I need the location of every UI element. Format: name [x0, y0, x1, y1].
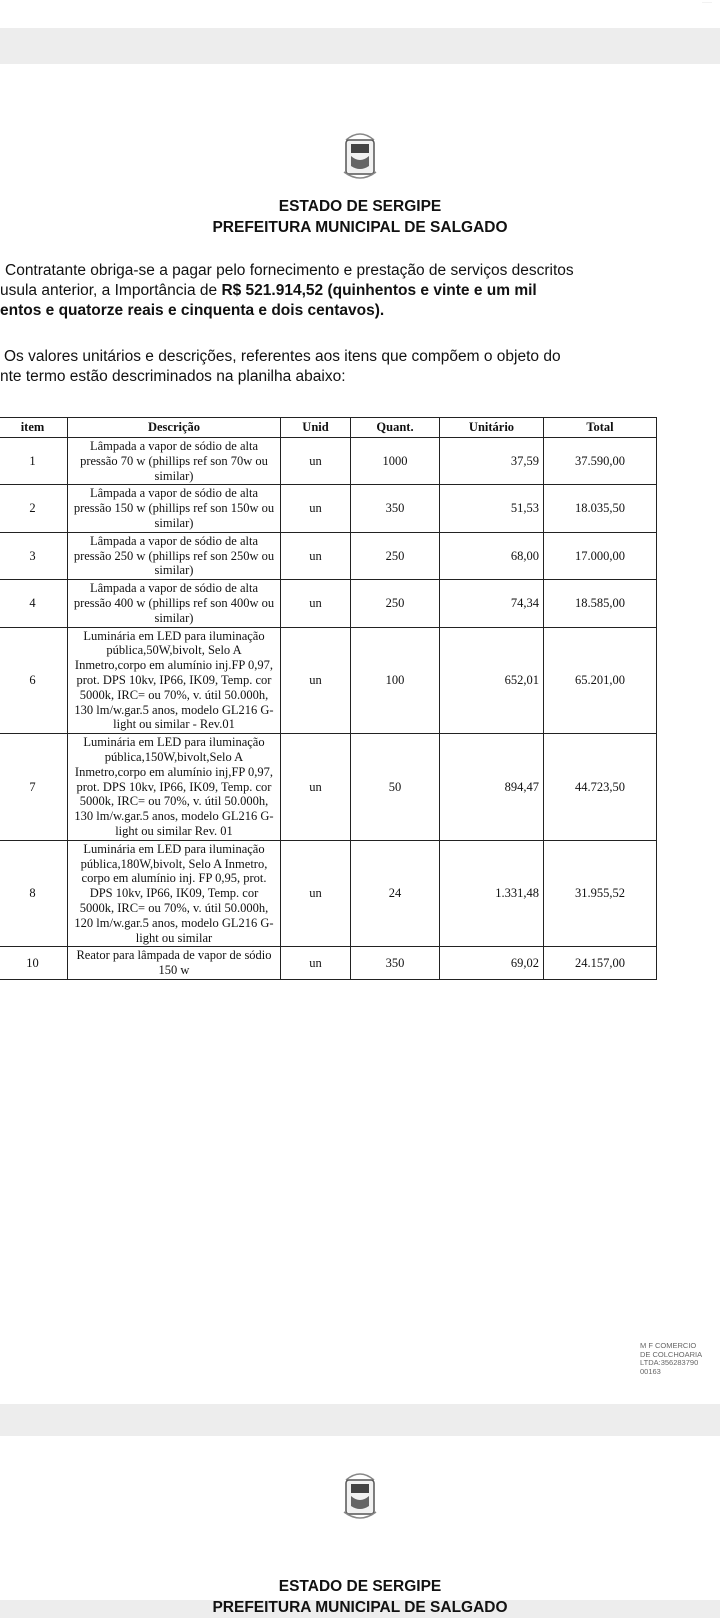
stamp-line: LTDA:356283790	[640, 1358, 699, 1367]
table-row	[0, 627, 657, 734]
clause-line-2-text: usula anterior, a Importância de	[0, 282, 222, 299]
items-table	[0, 417, 657, 980]
cell-total: 18.035,50	[544, 485, 657, 532]
next-header-state: ESTADO DE SERGIPE	[278, 1578, 442, 1595]
header-unit: Unid	[281, 418, 351, 438]
page-edge-mark: ·····	[702, 0, 712, 6]
cell-quantity: 50	[351, 734, 440, 841]
cell-item: 7	[0, 734, 68, 841]
cell-total: 31.955,52	[544, 840, 657, 947]
cell-item: 10	[0, 947, 68, 980]
cell-quantity: 250	[351, 580, 440, 627]
header-description: Descrição	[68, 418, 281, 438]
document-page	[0, 64, 720, 1404]
header-quantity: Quant.	[351, 418, 440, 438]
next-header-city: PREFEITURA MUNICIPAL DE SALGADO	[212, 1599, 508, 1616]
table-header-row	[0, 418, 657, 438]
stamp-line: 00163	[640, 1366, 661, 1376]
cell-unit: un	[281, 734, 351, 841]
cell-unit-price: 69,02	[440, 947, 544, 980]
table-row	[0, 947, 657, 980]
cell-item: 3	[0, 532, 68, 579]
cell-item: 1	[0, 438, 68, 485]
cell-description: Lâmpada a vapor de sódio de alta pressão 250 w (phillips ref son 250w ou similar)	[68, 532, 281, 579]
cell-unit: un	[281, 485, 351, 532]
table-row	[0, 485, 657, 532]
intro-line-2	[0, 367, 718, 387]
table-row	[0, 734, 657, 841]
digital-signature-stamp	[640, 1342, 702, 1376]
next-document-page	[0, 1436, 720, 1616]
stamp-line: DE COLCHOARIA	[640, 1349, 703, 1359]
cell-unit: un	[281, 947, 351, 980]
header-state: ESTADO DE SERGIPE	[278, 198, 442, 215]
cell-quantity: 350	[351, 485, 440, 532]
cell-total: 24.157,00	[544, 947, 657, 980]
cell-description: Luminária em LED para iluminação pública,180W,bivolt, Selo A Inmetro, corpo em alumínio inj. FP 0,95, prot. DPS 10kv, IP66, IK09, Temp. cor 5000k, IRC= ou 70%, v. útil 50.000h, 120 lm/w.gar.5 anos, modelo GL216 G-light ou similar	[68, 840, 281, 947]
cell-quantity: 350	[351, 947, 440, 980]
cell-description: Lâmpada a vapor de sódio de alta pressão 400 w (phillips ref son 400w ou similar)	[68, 580, 281, 627]
clause-line-1	[0, 261, 718, 281]
header-total: Total	[544, 418, 657, 438]
cell-description: Reator para lâmpada de vapor de sódio 150 w	[68, 947, 281, 980]
stamp-line: M F COMERCIO	[640, 1341, 697, 1350]
cell-total: 37.590,00	[544, 438, 657, 485]
clause-line-1-text: Contratante obriga-se a pagar pelo fornecimento e prestação de serviços descritos	[5, 262, 574, 279]
cell-unit-price: 74,34	[440, 580, 544, 627]
cell-unit-price: 894,47	[440, 734, 544, 841]
cell-description: Lâmpada a vapor de sódio de alta pressão 150 w (phillips ref son 150w ou similar)	[68, 485, 281, 532]
cell-unit-price: 1.331,48	[440, 840, 544, 947]
cell-item: 6	[0, 627, 68, 734]
cell-unit: un	[281, 532, 351, 579]
cell-quantity: 100	[351, 627, 440, 734]
header-item: item	[0, 418, 68, 438]
cell-quantity: 1000	[351, 438, 440, 485]
header-city: PREFEITURA MUNICIPAL DE SALGADO	[212, 219, 508, 236]
cell-unit: un	[281, 580, 351, 627]
cell-unit-price: 68,00	[440, 532, 544, 579]
cell-unit: un	[281, 840, 351, 947]
cell-total: 65.201,00	[544, 627, 657, 734]
table-row	[0, 438, 657, 485]
previous-page-fragment	[0, 0, 720, 28]
cell-unit-price: 37,59	[440, 438, 544, 485]
clause-amount-words: entos e quatorze reais e cinquenta e dois centavos).	[0, 302, 385, 319]
cell-unit: un	[281, 438, 351, 485]
cell-item: 8	[0, 840, 68, 947]
cell-quantity: 24	[351, 840, 440, 947]
cell-description: Luminária em LED para iluminação pública,150W,bivolt,Selo A Inmetro,corpo em alumínio inj,FP 0,97, prot. DPS 10kv, IP66, IK09, Temp. cor 5000k, IRC= ou 70%, v. útil 50.000h, 130 lm/w.gar.5 anos, modelo GL216 G-light ou similar Rev. 01	[68, 734, 281, 841]
cell-item: 2	[0, 485, 68, 532]
cell-unit-price: 51,53	[440, 485, 544, 532]
table-row	[0, 532, 657, 579]
clause-amount: R$ 521.914,52 (quinhentos e vinte e um mil	[221, 282, 537, 299]
cell-total: 17.000,00	[544, 532, 657, 579]
cell-description: Luminária em LED para iluminação pública,50W,bivolt, Selo A Inmetro,corpo em alumínio inj.FP 0,97, prot. DPS 10kv, IP66, IK09, Temp. cor 5000k, IRC= ou 70%, v. útil 50.000h, 130 lm/w.gar.5 anos, modelo GL216 G-light ou similar - Rev.01	[68, 627, 281, 734]
cell-unit-price: 652,01	[440, 627, 544, 734]
intro-line-1-text: Os valores unitários e descrições, referentes aos itens que compõem o objeto do	[4, 348, 561, 365]
intro-line-2-text: nte termo estão descriminados na planilha abaixo:	[0, 368, 346, 385]
cell-description: Lâmpada a vapor de sódio de alta pressão 70 w (phillips ref son 70w ou similar)	[68, 438, 281, 485]
cell-total: 18.585,00	[544, 580, 657, 627]
cell-quantity: 250	[351, 532, 440, 579]
cell-unit: un	[281, 627, 351, 734]
coat-of-arms-icon	[340, 1466, 380, 1532]
table-row	[0, 580, 657, 627]
intro-line-1	[0, 347, 718, 367]
clause-line-3	[0, 301, 718, 321]
table-row	[0, 840, 657, 947]
coat-of-arms-icon	[340, 126, 380, 192]
header-unit-price: Unitário	[440, 418, 544, 438]
clause-line-2	[0, 281, 718, 301]
cell-total: 44.723,50	[544, 734, 657, 841]
cell-item: 4	[0, 580, 68, 627]
